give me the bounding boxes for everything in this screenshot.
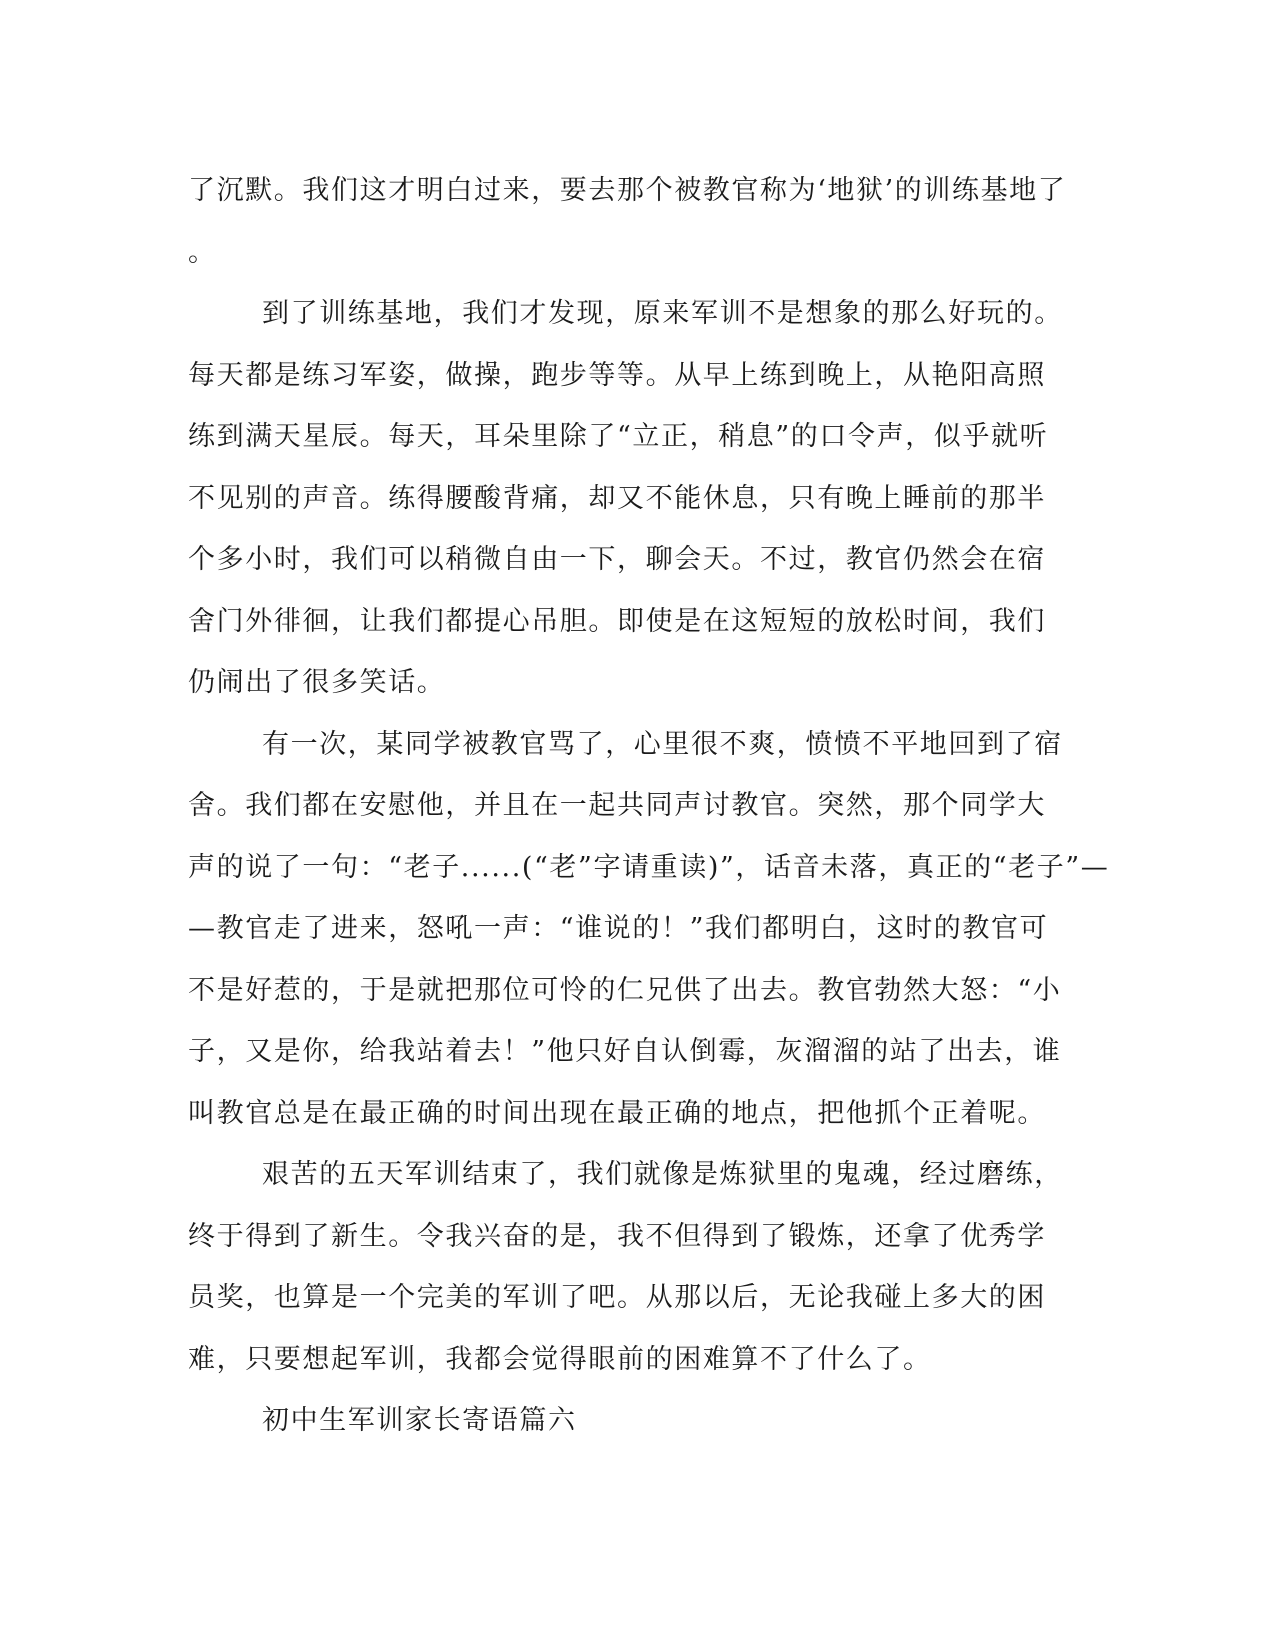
text-line: 声的说了一句：“老子......(“老”字请重读)”，话音未落，真正的“老子”— xyxy=(188,851,1110,883)
text-line: 舍。我们都在安慰他，并且在一起共同声讨教官。突然，那个同学大 xyxy=(188,790,1046,821)
text-line: 叫教官总是在最正确的时间出现在最正确的地点，把他抓个正着呢。 xyxy=(188,1097,1046,1129)
paragraph-start-line: 有一次，某同学被教官骂了，心里很不爽，愤愤不平地回到了宿 xyxy=(262,728,1063,760)
text-line: 不是好惹的，于是就把那位可怜的仁兄供了出去。教官勃然大怒：“小 xyxy=(188,974,1062,1006)
text-line: 舍门外徘徊，让我们都提心吊胆。即使是在这短短的放松时间，我们 xyxy=(188,605,1046,637)
text-line: 练到满天星辰。每天，耳朵里除了“立正，稍息”的口令声，似乎就听 xyxy=(188,421,1049,452)
document-body xyxy=(188,160,1110,1452)
text-line: 。 xyxy=(188,236,217,268)
text-line: 子，又是你，给我站着去！”他只好自认倒霉，灰溜溜的站了出去，谁 xyxy=(188,1036,1062,1067)
section-heading: 初中生军训家长寄语篇六 xyxy=(262,1405,577,1436)
text-line: 员奖，也算是一个完美的军训了吧。从那以后，无论我碰上多大的困 xyxy=(188,1282,1046,1313)
text-line: 难，只要想起军训，我都会觉得眼前的困难算不了什么了。 xyxy=(188,1343,932,1375)
text-line: 每天都是练习军姿，做操，跑步等等。从早上练到晚上，从艳阳高照 xyxy=(188,359,1046,391)
text-line: 终于得到了新生。令我兴奋的是，我不但得到了锻炼，还拿了优秀学 xyxy=(188,1220,1046,1252)
text-line: 仍闹出了很多笑话。 xyxy=(188,667,446,698)
paragraph-start-line: 艰苦的五天军训结束了，我们就像是炼狱里的鬼魂，经过磨练， xyxy=(262,1159,1063,1190)
text-line: 了沉默。我们这才明白过来，要去那个被教官称为‘地狱’的训练基地了 xyxy=(188,175,1067,206)
text-line: 个多小时，我们可以稍微自由一下，聊会天。不过，教官仍然会在宿 xyxy=(188,544,1046,575)
text-line: 不见别的声音。练得腰酸背痛，却又不能休息，只有晚上睡前的那半 xyxy=(188,482,1046,514)
text-line: —教官走了进来，怒吼一声：“谁说的！”我们都明白，这时的教官可 xyxy=(188,913,1049,944)
paragraph-start-line: 到了训练基地，我们才发现，原来军训不是想象的那么好玩的。 xyxy=(262,298,1063,329)
